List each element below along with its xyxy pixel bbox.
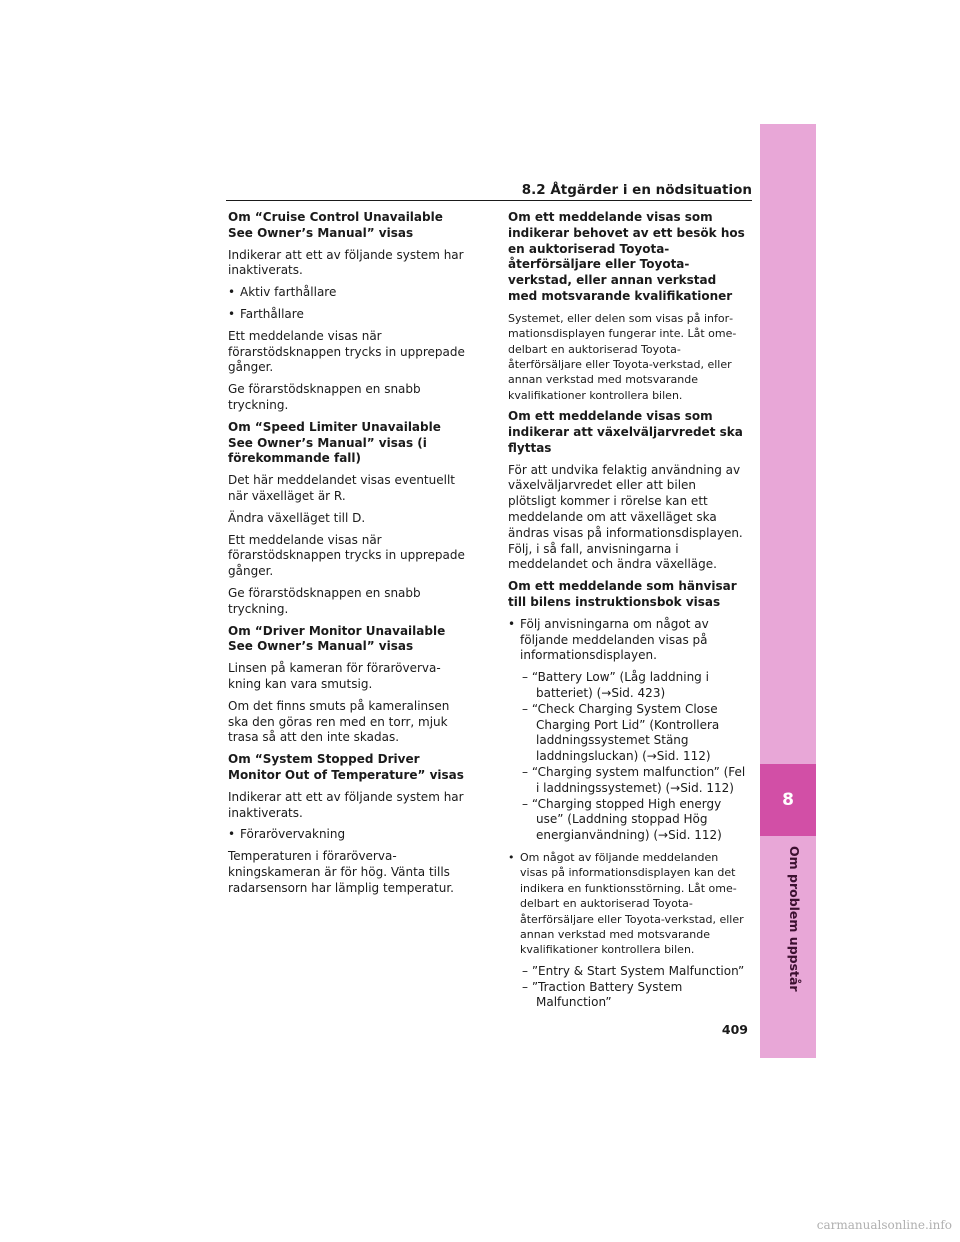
paragraph: Det här meddelandet visas eventuellt när växelläget är R. (228, 473, 455, 503)
paragraph: Systemet, eller delen som visas på informationsdisplayen fungerar inte. Låt omedelbart en auktoriserad Toyota-återförsäljare eller Toyota-verkstad, eller annan verkstad med motsvarande kvalifikationer kontrollera bilen. (508, 311, 737, 402)
paragraph: Temperaturen i förarövervakningskameran är för hög. Vänta tills radarsensorn har lämplig temperatur. (228, 849, 454, 895)
heading-dealer-visit: Om ett meddelande visas som indikerar behovet av ett besök hos en auktoriserad Toyota-återförsäljare eller Toyota-verkstad, eller annan verkstad med motsvarande kvalifikationer (508, 210, 745, 303)
sub-item: – ”Traction Battery System Malfunction” (522, 979, 683, 1010)
bullet-item: • Aktiv farthållare (228, 285, 337, 300)
bullet-item: • Om något av följande meddelanden visas på informationsdisplayen kan det indikera en funktionsstörning. Låt omedelbart en auktoriserad Toyota-återförsäljare eller Toyota-verkstad, eller annan verkstad med motsvarande kvalifikationer kontrollera bilen. (508, 850, 744, 957)
heading-system-stopped: Om “System Stopped Driver Monitor Out of Temperature” visas (228, 752, 464, 782)
chapter-number-tab[interactable]: 8 (760, 764, 816, 836)
section-title: 8.2 Åtgärder i en nödsituation (521, 182, 752, 198)
sub-item: – “Battery Low” (Låg laddning i batteriet) (→Sid. 423) (522, 670, 709, 700)
paragraph: Indikerar att ett av följande system har inaktiverats. (228, 247, 464, 278)
paragraph: För att undvika felaktig användning av växelväljarvredet eller att bilen plötsligt kommer i rörelse kan ett meddelande om att växelläget ska ändras visas på informationsdisplayen. Följ, i så fall, anvisningarna i meddelandet och ändra växelläge. (508, 462, 743, 572)
sub-item: – ”Entry & Start System Malfunction” (522, 963, 745, 978)
paragraph: Om det finns smuts på kameralinsen ska den göras ren med en torr, mjuk trasa så att den inte skadas. (228, 698, 450, 745)
heading-owners-manual: Om ett meddelande som hänvisar till bilens instruktionsbok visas (508, 579, 737, 609)
heading-cruise-control: Om “Cruise Control Unavailable See Owner’s Manual” visas (228, 210, 443, 240)
paragraph: Indikerar att ett av följande system har inaktiverats. (228, 789, 464, 820)
heading-speed-limiter: Om “Speed Limiter Unavailable See Owner’s Manual” visas (i förekommande fall) (228, 419, 441, 466)
bullet-item: • Farthållare (228, 306, 304, 321)
bullet-item: • Förarövervakning (228, 827, 346, 842)
page-number: 409 (721, 1022, 748, 1037)
bullet-item: • Följ anvisningarna om något av följande meddelanden visas på informationsdisplayen. (508, 616, 709, 663)
heading-shift-lever: Om ett meddelande visas som indikerar att växelväljarvredet ska flyttas (508, 409, 743, 455)
left-column (228, 210, 466, 902)
paragraph: Linsen på kameran för förarövervakning kan vara smutsig. (228, 661, 441, 691)
chapter-title: Om problem uppstår (787, 846, 802, 992)
paragraph: Ge förarstödsknappen en snabb tryckning. (228, 382, 421, 412)
paragraph: Ge förarstödsknappen en snabb tryckning. (228, 585, 421, 616)
sub-item: – “Charging system malfunction” (Fel i laddningssystemet) (→Sid. 112) (522, 764, 746, 795)
heading-driver-monitor: Om “Driver Monitor Unavailable See Owner’s Manual” visas (228, 623, 446, 654)
paragraph: Ett meddelande visas när förarstödsknappen trycks in upprepade gånger. (228, 532, 465, 579)
watermark: carmanualsonline.info (816, 1218, 952, 1232)
sub-item: – “Charging stopped High energy use” (Laddning stoppad Hög energianvändning) (→Sid. 112) (522, 796, 722, 843)
paragraph: Ändra växelläget till D. (228, 510, 366, 525)
sub-item: – “Check Charging System Close Charging Port Lid” (Kontrollera laddningssystemet Stäng laddningsluckan) (→Sid. 112) (522, 701, 720, 764)
section-header (226, 176, 752, 201)
right-column (508, 210, 748, 1011)
paragraph: Ett meddelande visas när förarstödsknappen trycks in upprepade gånger. (228, 328, 465, 375)
